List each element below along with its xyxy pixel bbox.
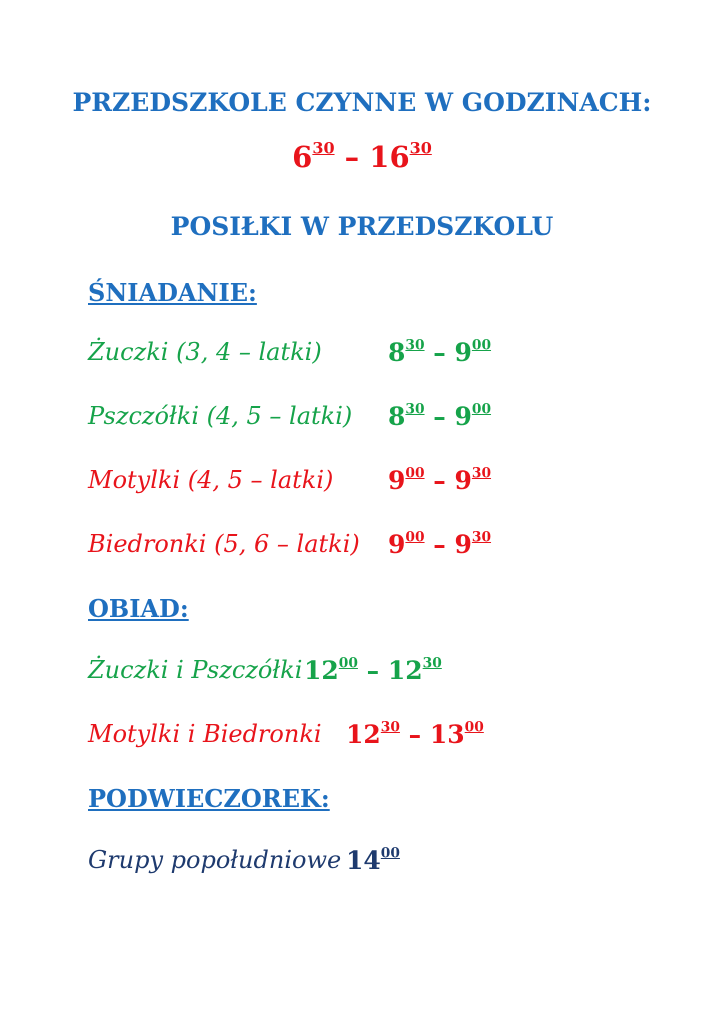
hours-from: $6^{30}$ [292, 138, 335, 174]
snack-row-time: $14^{00}$ [346, 845, 400, 875]
breakfast-row-zuczki-time: $8^{30} - 9^{00}$ [388, 337, 492, 367]
lunch-heading: OBIAD: [88, 594, 189, 623]
opening-hours-range: $6^{30} - 16^{30}$ [292, 138, 432, 174]
breakfast-row-zuczki-label: Żuczki (3, 4 – latki) [88, 338, 322, 366]
snack-heading: PODWIECZOREK: [88, 784, 330, 813]
breakfast-heading: ŚNIADANIE: [88, 278, 257, 307]
opening-hours-title: PRZEDSZKOLE CZYNNE W GODZINACH: [72, 88, 652, 117]
breakfast-row-motylki-label: Motylki (4, 5 – latki) [88, 466, 334, 494]
breakfast-row-pszczolki-label: Pszczółki (4, 5 – latki) [88, 402, 353, 430]
snack-row-label: Grupy popołudniowe [88, 846, 342, 874]
lunch-row-motylki-biedronki-label: Motylki i Biedronki [88, 720, 322, 748]
breakfast-row-biedronki-label: Biedronki (5, 6 – latki) [88, 530, 360, 558]
lunch-row-zuczki-pszczolki-label: Żuczki i Pszczółki [88, 656, 303, 684]
hours-to: $16^{30}$ [369, 138, 432, 174]
breakfast-row-pszczolki-time: $8^{30} - 9^{00}$ [388, 401, 492, 431]
breakfast-row-motylki-time: $9^{00} - 9^{30}$ [388, 465, 492, 495]
breakfast-row-biedronki-time: $9^{00} - 9^{30}$ [388, 529, 492, 559]
lunch-row-motylki-biedronki-time: $12^{30} - 13^{00}$ [346, 719, 484, 749]
meals-title: POSIŁKI W PRZEDSZKOLU [170, 212, 554, 241]
lunch-row-zuczki-pszczolki-time: $12^{00} - 12^{30}$ [304, 655, 442, 685]
